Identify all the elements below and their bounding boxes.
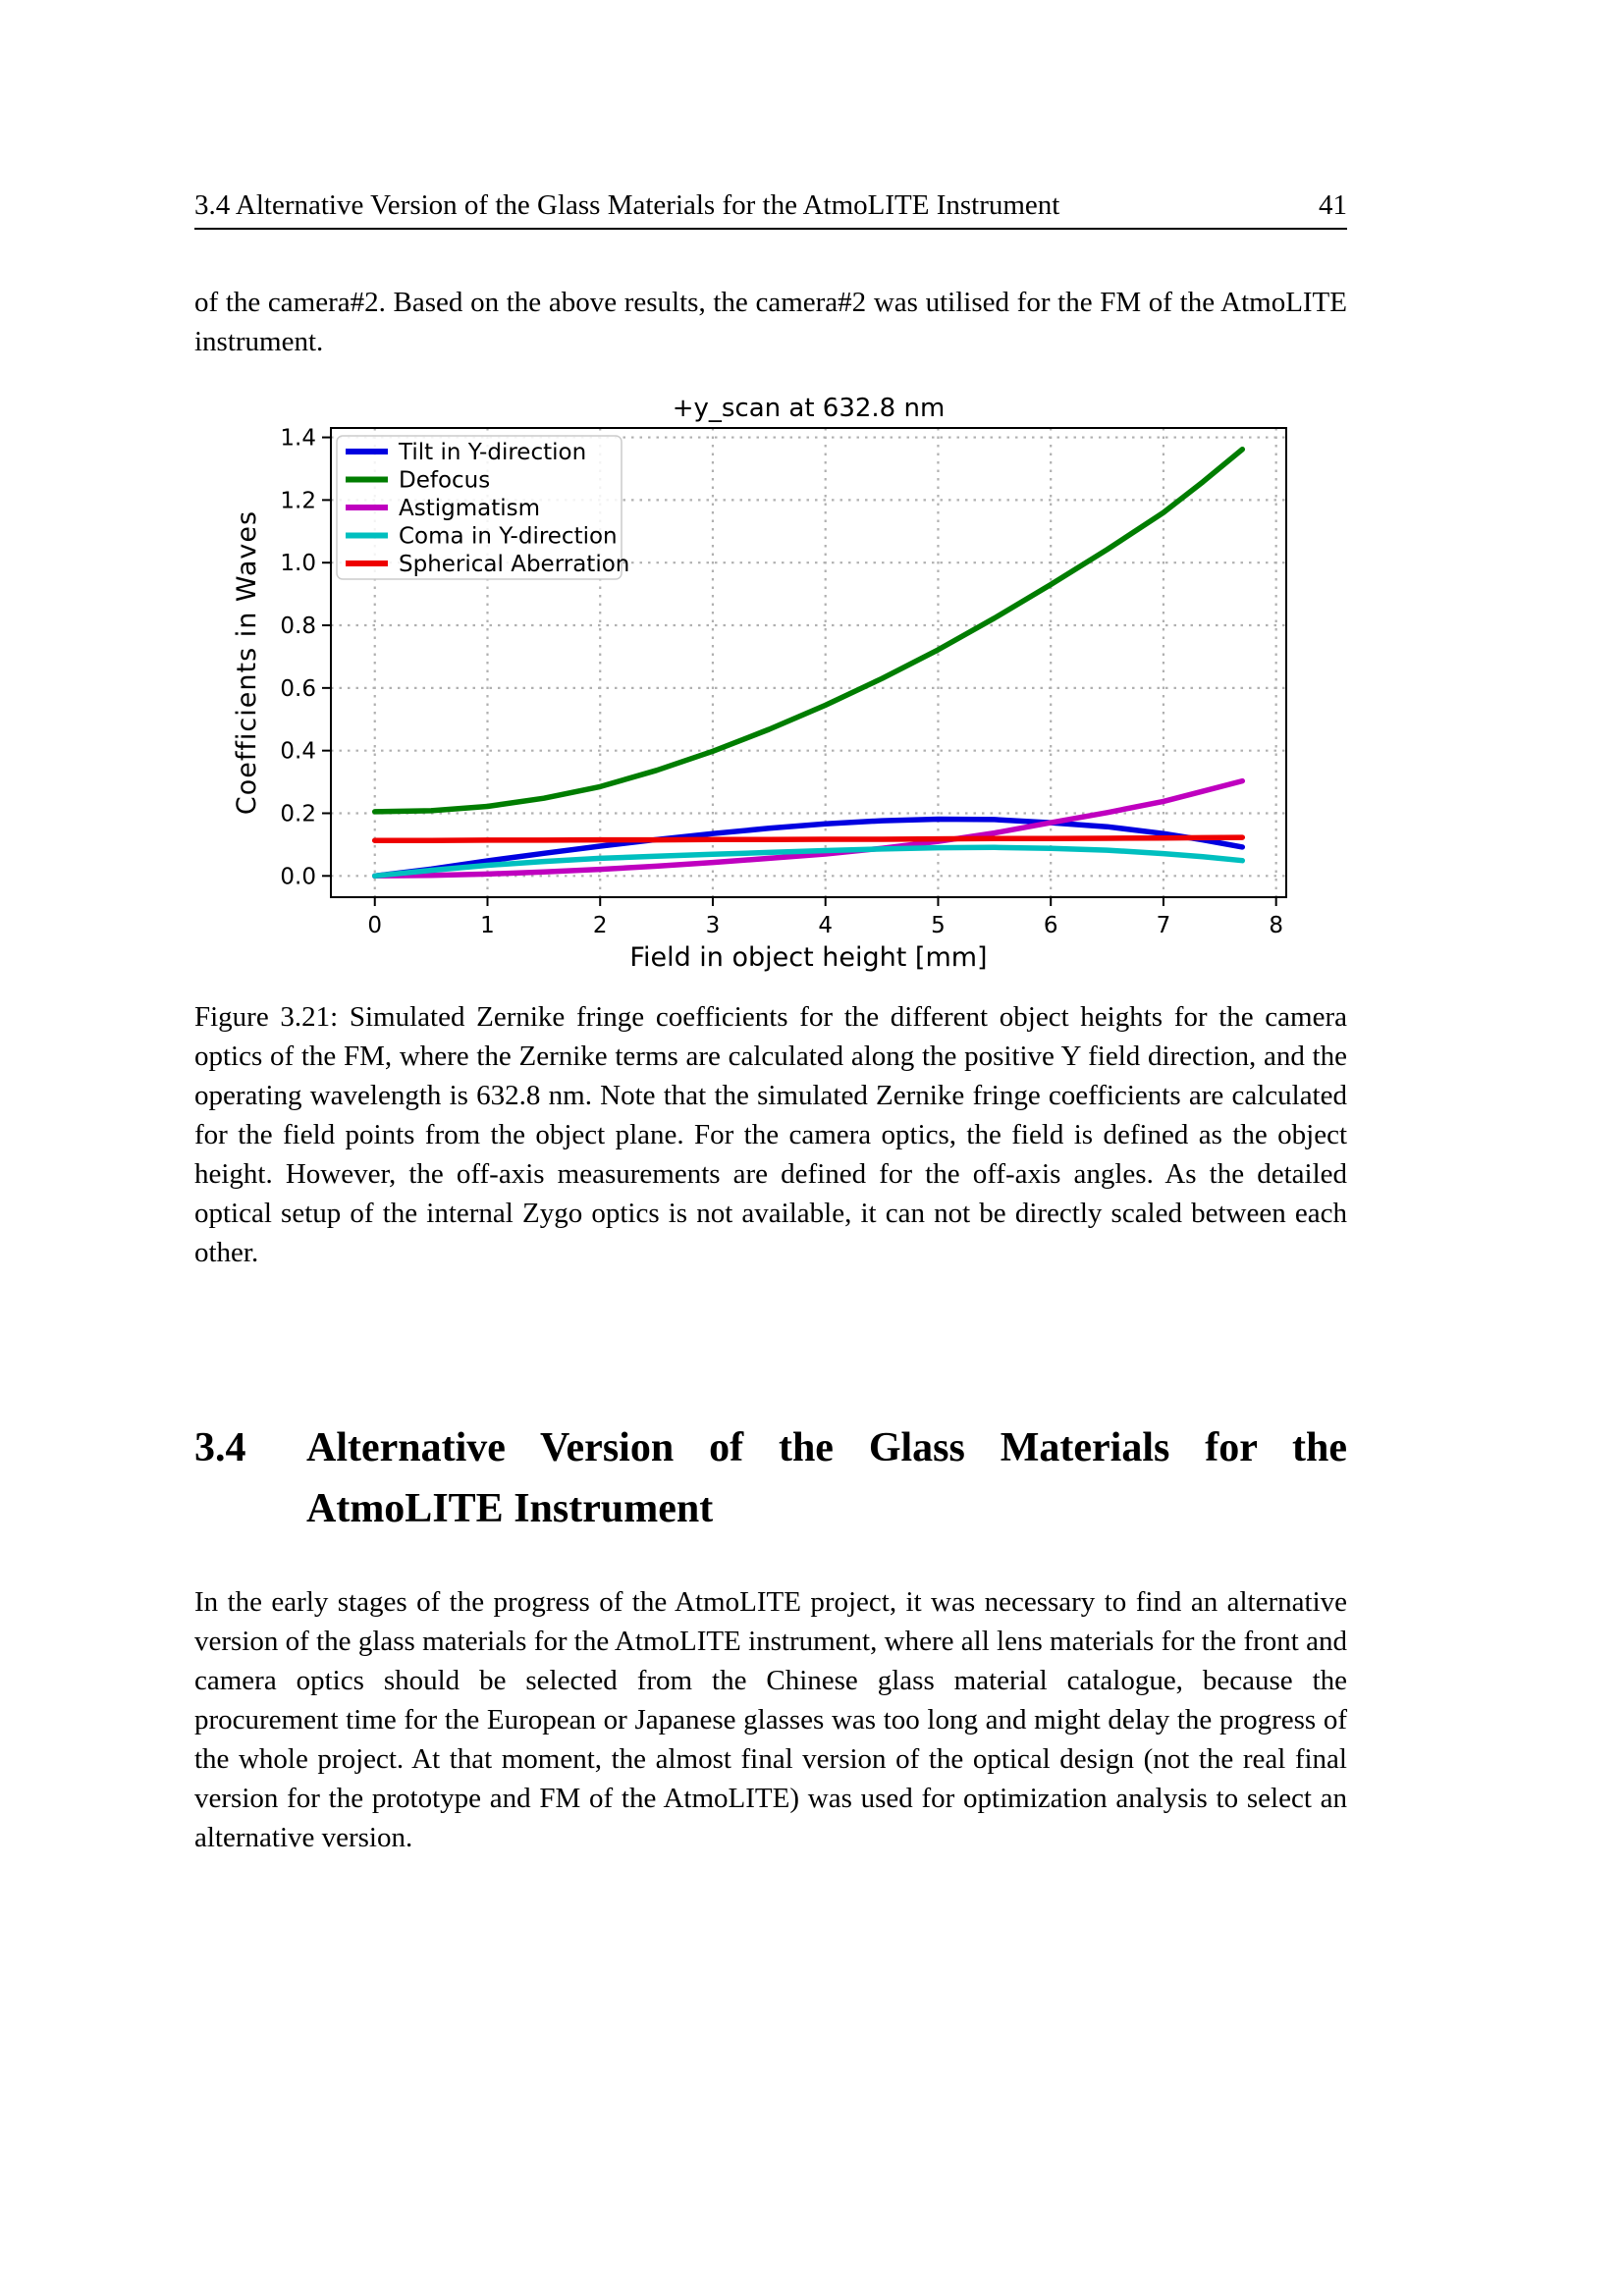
zernike-coefficients-chart [226, 391, 1326, 980]
legend-label-1: Defocus [399, 467, 491, 494]
svg-text:0: 0 [367, 913, 383, 938]
svg-text:5: 5 [931, 913, 946, 938]
series-tilt-in-y-direction [375, 820, 1243, 877]
header-rule [194, 228, 1347, 230]
svg-text:1.2: 1.2 [280, 488, 316, 514]
svg-text:0.8: 0.8 [280, 614, 316, 640]
figure-caption: Figure 3.21: Simulated Zernike fringe coefficients for the different object heights for the camera optics of the FM, where the Zernike terms are calculated along the positive Y field direction, and the operating wavelength is 632.8 nm. Note that the simulated Zernike fringe coefficients are calculated for the field points from the object plane. For the camera optics, the field is defined as the object height. However, the off-axis measurements are defined for the off-axis angles. As the detailed optical setup of the internal Zygo optics is not available, it can not be directly scaled between each other. [194, 1001, 1347, 1268]
svg-text:0.0: 0.0 [280, 864, 316, 890]
legend-label-0: Tilt in Y-direction [399, 440, 587, 465]
intro-paragraph: of the camera#2. Based on the above results, the camera#2 was utilised for the FM of the AtmoLITE instrument. [194, 287, 1347, 357]
section-number: 3.4 [194, 1425, 246, 1470]
section-title-line2: AtmoLITE Instrument [306, 1486, 714, 1531]
body-paragraph: In the early stages of the progress of the AtmoLITE project, it was necessary to find an alternative version of the glass materials for the AtmoLITE instrument, where all lens materials for the front and camera optics should be selected from the Chinese glass material catalogue, because the procurement time for the European or Japanese glasses was too long and might delay the progress of the whole project. At that moment, the almost final version of the optical design (not the real final version for the prototype and FM of the AtmoLITE) was used for optimization analysis to select an alternative version. [194, 1586, 1347, 1853]
svg-text:1.0: 1.0 [280, 551, 316, 577]
chart-svg [226, 391, 1326, 980]
svg-text:0.6: 0.6 [280, 675, 316, 702]
svg-text:0.4: 0.4 [280, 738, 316, 765]
running-header [194, 188, 1347, 222]
legend-label-2: Astigmatism [399, 496, 541, 521]
running-header-title: 3.4 Alternative Version of the Glass Materials for the AtmoLITE Instrument [194, 189, 1060, 221]
svg-text:7: 7 [1156, 913, 1171, 938]
chart-legend [337, 436, 629, 579]
svg-text:3: 3 [705, 913, 721, 938]
svg-text:0.2: 0.2 [280, 801, 316, 828]
svg-text:4: 4 [818, 913, 834, 938]
legend-label-4: Spherical Aberration [399, 552, 630, 577]
svg-text:1: 1 [480, 913, 495, 938]
legend-label-3: Coma in Y-direction [399, 523, 618, 550]
page-number: 41 [1319, 189, 1347, 221]
section-title-line1: Alternative Version of the Glass Materials for the [306, 1425, 1347, 1470]
svg-text:1.4: 1.4 [280, 425, 316, 452]
section-heading [194, 1417, 1347, 1539]
series-spherical-aberration [375, 837, 1243, 840]
svg-text:8: 8 [1269, 913, 1283, 938]
svg-text:2: 2 [592, 913, 608, 938]
svg-text:6: 6 [1043, 913, 1058, 938]
chart-title: +y_scan at 632.8 nm [672, 394, 946, 423]
x-axis-label: Field in object height [mm] [629, 942, 988, 973]
y-axis-label: Coefficients in Waves [232, 509, 262, 816]
section-heading-line1 [194, 1417, 1347, 1478]
